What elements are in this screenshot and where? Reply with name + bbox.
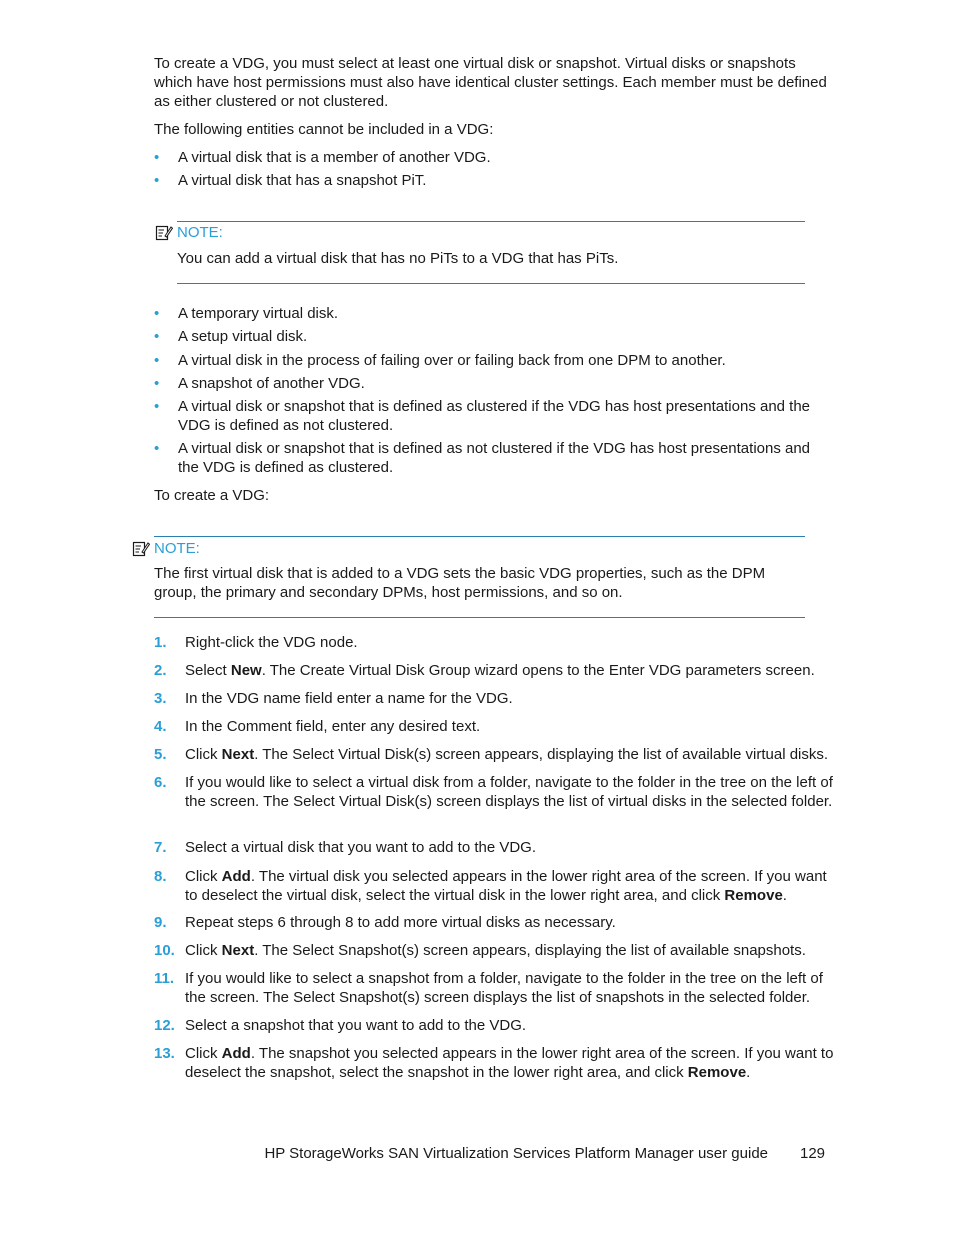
note-text: The first virtual disk that is added to a VDG sets the basic VDG properties, such as the DPM group, the primary and secondary DPMs, host permissions, and so on. xyxy=(154,565,766,601)
note-label: NOTE: xyxy=(177,224,223,241)
step-text-segment: Select a snapshot that you want to add to the VDG. xyxy=(185,1017,527,1034)
step-number: 9. xyxy=(154,914,167,931)
step-text-segment: . xyxy=(746,1064,751,1081)
step-text xyxy=(185,867,835,905)
step-text-segment: Repeat steps 6 through 8 to add more virtual disks as necessary. xyxy=(185,914,616,931)
bullet-icon: • xyxy=(154,375,160,392)
step-number: 6. xyxy=(154,774,167,791)
note-top-rule xyxy=(154,536,805,537)
intro-list-heading: The following entities cannot be included in a VDG: xyxy=(154,121,494,138)
footer-document-title: HP StorageWorks SAN Virtualization Services Platform Manager user guide xyxy=(264,1145,768,1162)
step-text xyxy=(185,745,835,764)
ui-term: Add xyxy=(221,868,251,885)
step-text-segment: Click xyxy=(185,1045,222,1062)
ui-term: Next xyxy=(221,942,255,959)
step-text xyxy=(185,717,835,736)
step-text-segment: . The virtual disk you selected appears in the lower right area of the screen. If you want to deselect the virtual disk, select the virtual disk in the lower right area, and click xyxy=(185,868,827,904)
step-text xyxy=(185,773,835,811)
step-text-segment: . The snapshot you selected appears in the lower right area of the screen. If you want to deselect the snapshot, select the snapshot in the lower right area, and click xyxy=(185,1045,834,1081)
step-text-segment: Click xyxy=(185,942,222,959)
bullet-icon: • xyxy=(154,172,160,189)
step-text-segment: If you would like to select a virtual disk from a folder, navigate to the folder in the tree on the left of the screen. The Select Virtual Disk(s) screen displays the list of virtual disks in the selected folder. xyxy=(185,774,833,810)
note-bottom-rule xyxy=(177,283,805,284)
note-pencil-icon xyxy=(155,224,173,242)
step-text-segment: Click xyxy=(185,868,222,885)
step-text-segment: In the VDG name field enter a name for the VDG. xyxy=(185,690,513,707)
step-text xyxy=(185,941,835,960)
step-number: 7. xyxy=(154,839,167,856)
step-text-segment: Select xyxy=(185,662,231,679)
note-bottom-rule xyxy=(154,617,805,618)
ui-term: Remove xyxy=(687,1064,747,1081)
step-text-segment: Right-click the VDG node. xyxy=(185,634,358,651)
ui-term: Remove xyxy=(724,887,783,904)
note-heading xyxy=(155,223,223,242)
step-text-segment: . The Create Virtual Disk Group wizard opens to the Enter VDG parameters screen. xyxy=(261,662,815,679)
step-text-segment: Click xyxy=(185,746,222,763)
step-text xyxy=(185,969,835,1007)
step-text xyxy=(185,913,835,932)
step-text xyxy=(185,1044,835,1082)
ui-term: New xyxy=(230,662,262,679)
bullet-icon: • xyxy=(154,149,160,166)
step-text-segment: . xyxy=(782,887,787,904)
note-top-rule xyxy=(177,221,805,222)
step-text xyxy=(185,633,835,652)
intro-paragraph: To create a VDG, you must select at least one virtual disk or snapshot. Virtual disks or snapshots which have host permissions must also have identical cluster settings. Each member must be defined as either clustered or not clustered. xyxy=(154,55,827,110)
procedure-heading: To create a VDG: xyxy=(154,487,270,504)
step-number: 3. xyxy=(154,690,167,707)
step-text xyxy=(185,1016,835,1035)
step-number: 1. xyxy=(154,634,167,651)
note-label: NOTE: xyxy=(154,540,200,557)
step-text xyxy=(185,661,835,680)
note-pencil-icon xyxy=(132,540,150,558)
note-heading xyxy=(132,539,200,558)
step-number: 2. xyxy=(154,662,167,679)
bullet-icon: • xyxy=(154,398,160,415)
step-number: 10. xyxy=(154,942,175,959)
step-number: 11. xyxy=(154,970,175,987)
step-text-segment: Select a virtual disk that you want to add to the VDG. xyxy=(185,839,537,856)
bullet-icon: • xyxy=(154,328,160,345)
step-text xyxy=(185,689,835,708)
step-text xyxy=(185,838,835,857)
step-number: 5. xyxy=(154,746,167,763)
step-text-segment: In the Comment field, enter any desired text. xyxy=(185,718,481,735)
ui-term: Next xyxy=(221,746,255,763)
step-number: 8. xyxy=(154,868,167,885)
step-number: 13. xyxy=(154,1045,175,1062)
bullet-icon: • xyxy=(154,352,160,369)
step-number: 12. xyxy=(154,1017,175,1034)
step-number: 4. xyxy=(154,718,167,735)
step-text-segment: If you would like to select a snapshot from a folder, navigate to the folder in the tree on the left of the screen. The Select Snapshot(s) screen displays the list of snapshots in the selected folder. xyxy=(185,970,823,1006)
ui-term: Add xyxy=(221,1045,251,1062)
page-number: 129 xyxy=(800,1145,826,1162)
note-text: You can add a virtual disk that has no PiTs to a VDG that has PiTs. xyxy=(177,250,619,267)
bullet-icon: • xyxy=(154,305,160,322)
step-text-segment: . The Select Snapshot(s) screen appears, displaying the list of available snapshots. xyxy=(254,942,806,959)
step-text-segment: . The Select Virtual Disk(s) screen appears, displaying the list of available virtual disks. xyxy=(254,746,829,763)
bullet-icon: • xyxy=(154,440,160,457)
